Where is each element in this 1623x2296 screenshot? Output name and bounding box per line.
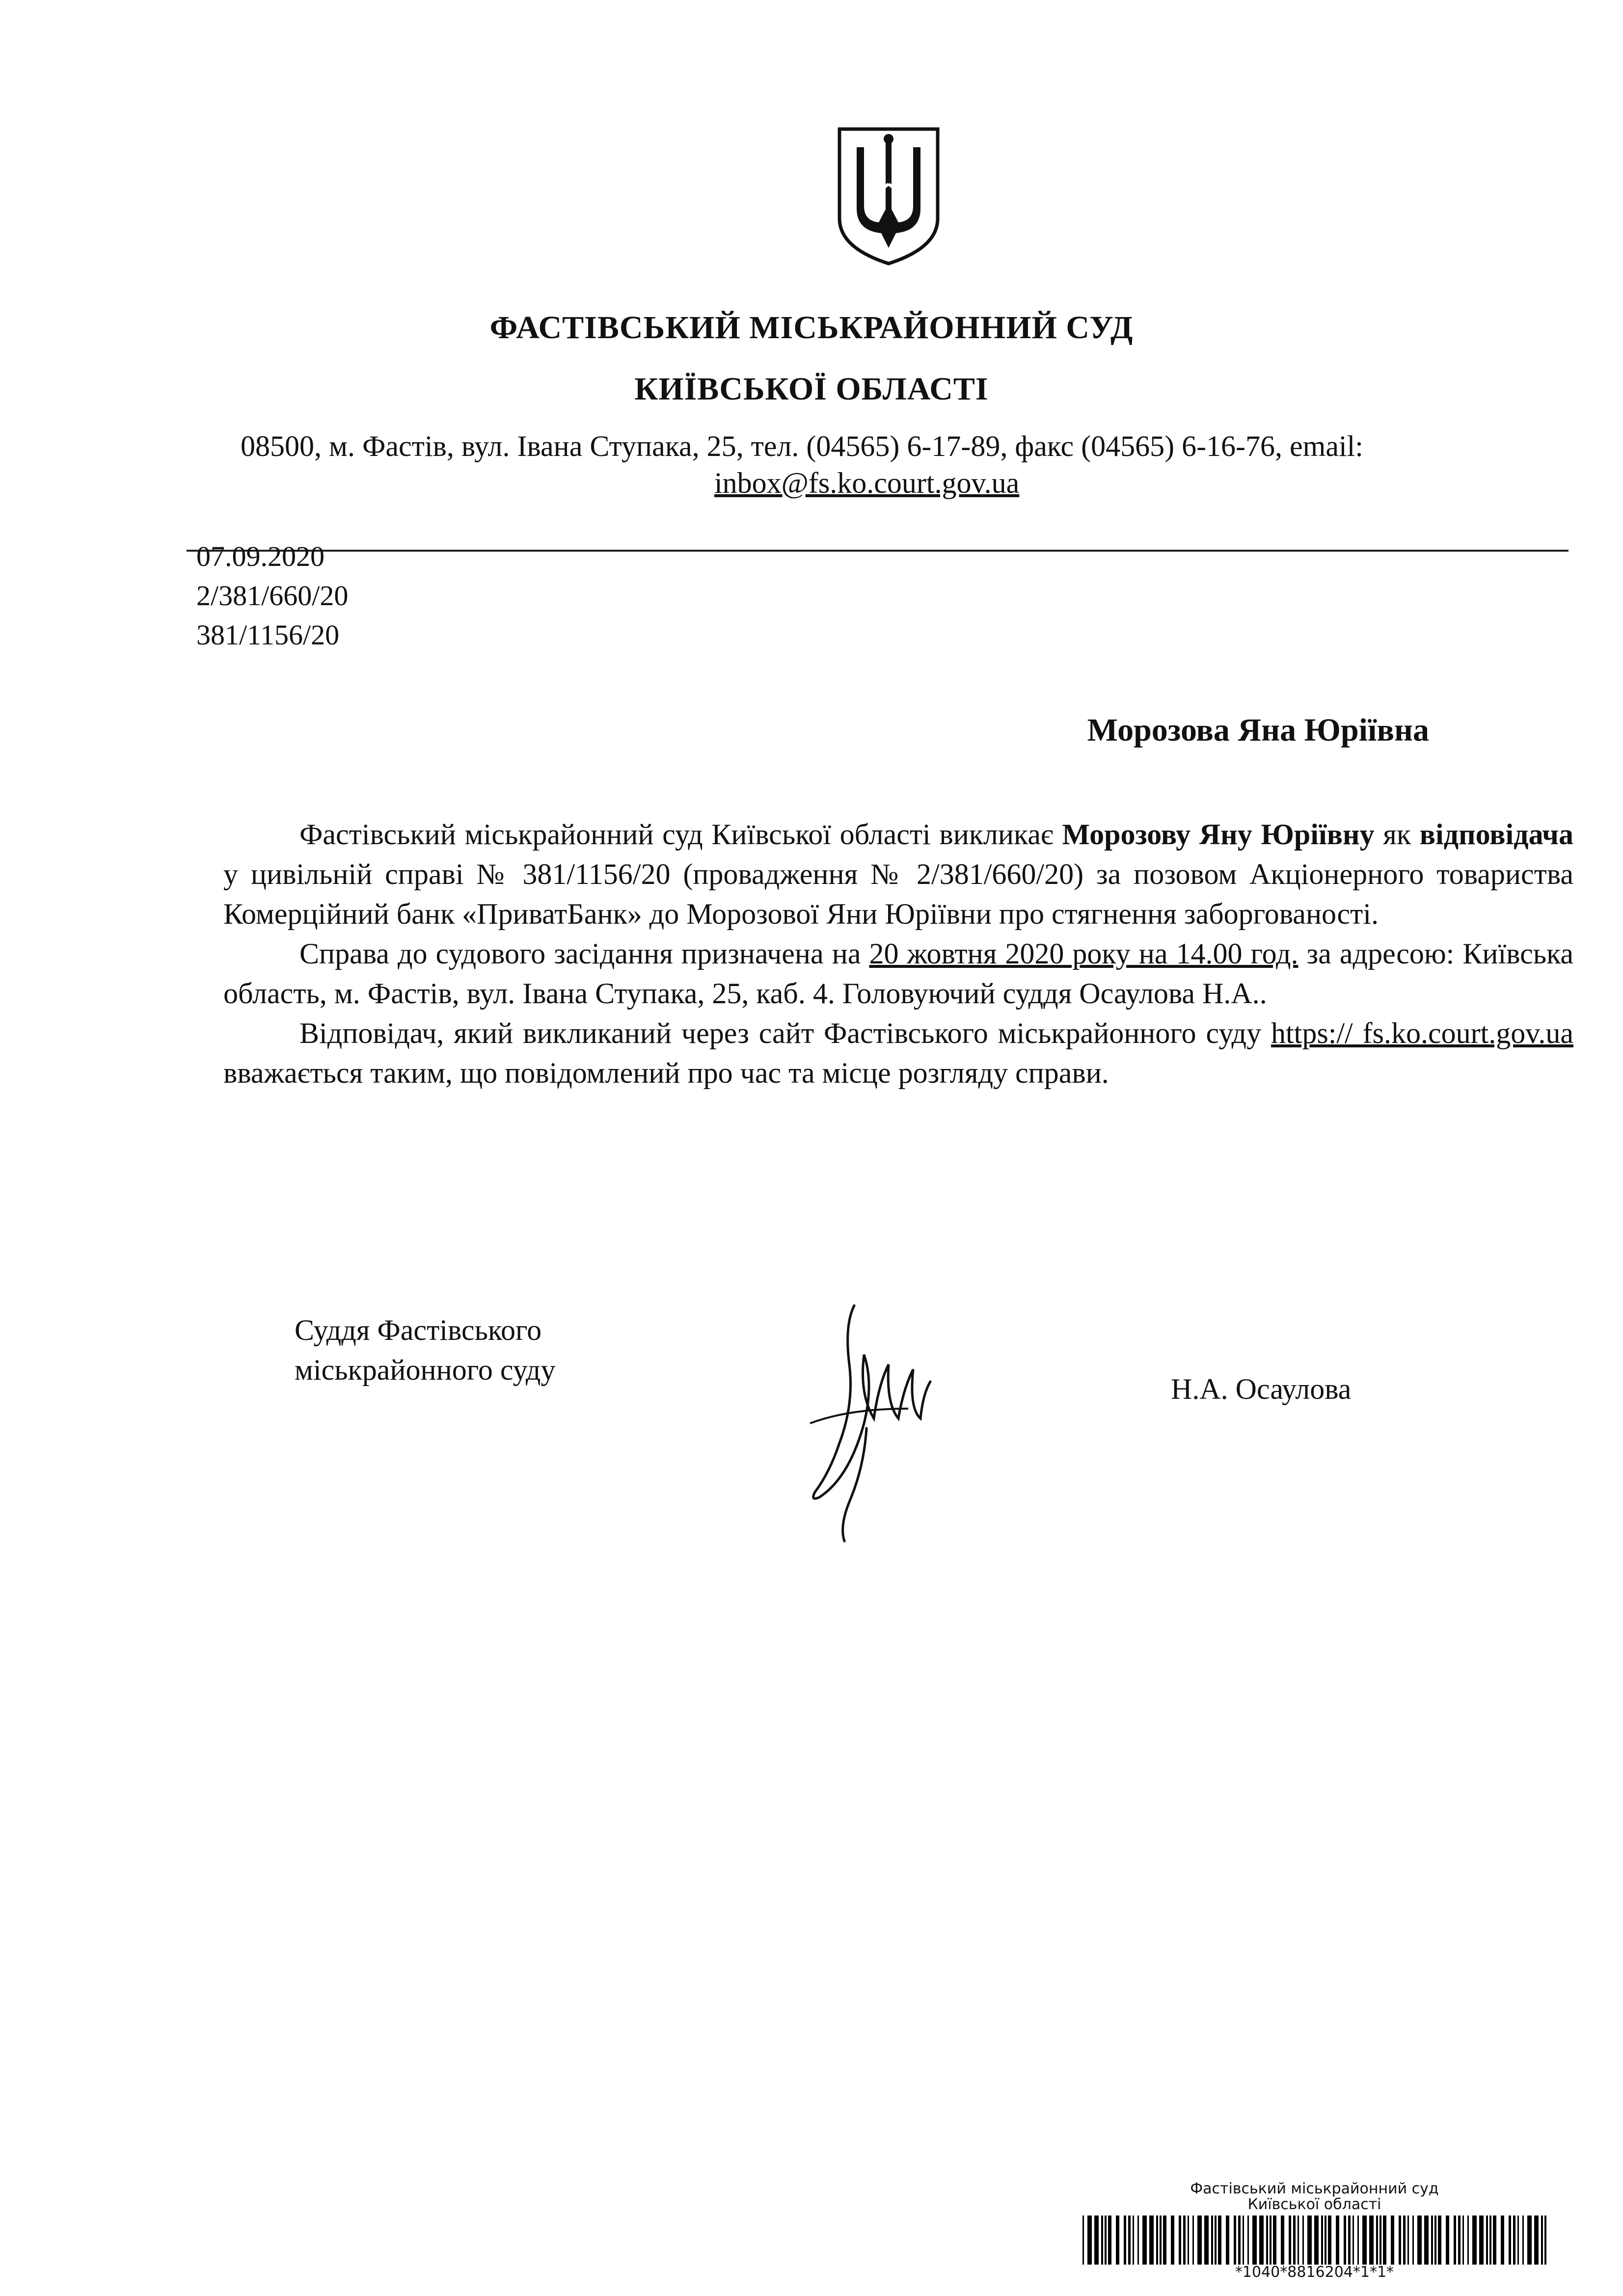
stamp-court-line2: Київської області	[1247, 2196, 1381, 2213]
case-number: 381/1156/20	[196, 619, 340, 651]
stamp-court-line1: Фастівський міськрайонний суд	[1190, 2180, 1439, 2197]
stamp-code: *1040*8816204*1*1*	[1235, 2264, 1394, 2281]
handwritten-signature	[781, 1296, 943, 1551]
body-paragraph-1	[223, 815, 1573, 934]
p3-text-a: Відповідач, який викликаний через сайт Фастівського міськрайонного суду	[299, 1017, 1271, 1049]
hearing-datetime: 20 жовтня 2020 року на 14.00 год.	[869, 937, 1298, 970]
recipient-name: Морозова Яна Юріївна	[1087, 712, 1429, 748]
header-divider	[187, 550, 1569, 552]
coat-of-arms-icon	[835, 125, 943, 267]
barcode-icon	[1082, 2216, 1546, 2265]
p1-text-b: як	[1374, 818, 1420, 851]
p2-text-b: за адресою: Київська область, м. Фастів, вул. Івана Ступака, 25, каб. 4. Головуючий суддя Осаулова Н.А..	[223, 937, 1574, 1010]
court-name-line2: КИЇВСЬКОЇ ОБЛАСТІ	[634, 371, 989, 407]
p1-text-a: Фастівський міськрайонний суд Київської області викликає	[299, 818, 1062, 851]
defendant-name: Морозову Яну Юріївну	[1062, 818, 1375, 851]
letter-date: 07.09.2020	[196, 540, 325, 572]
proceeding-number: 2/381/660/20	[196, 580, 349, 612]
p1-text-c: у цивільній справі № 381/1156/20 (провадження № 2/381/660/20) за позовом Акціонерного товариства Комерційний банк «ПриватБанк» до Морозової Яни Юріївни про стягнення заборгованості.	[223, 858, 1573, 930]
court-address: 08500, м. Фастів, вул. Івана Ступака, 25, тел. (04565) 6-17-89, факс (04565) 6-16-76, email:	[241, 430, 1363, 462]
court-site-link[interactable]: https:// fs.ko.court.gov.ua	[1271, 1017, 1574, 1049]
body-paragraph-2	[223, 934, 1573, 1014]
defendant-role: відповідача	[1419, 818, 1574, 851]
document-stamp	[1082, 2180, 1546, 2286]
letter-body	[223, 815, 1573, 1093]
signer-title-line1: Суддя Фастівського	[295, 1314, 542, 1346]
signer-title	[295, 1310, 555, 1390]
body-paragraph-3	[223, 1014, 1573, 1093]
judge-name: Н.А. Осаулова	[1171, 1373, 1352, 1405]
p3-text-b: вважається таким, що повідомлений про час та місце розгляду справи.	[223, 1057, 1109, 1089]
p2-text-a: Справа до судового засідання призначена на	[299, 937, 869, 970]
court-email-link[interactable]: inbox@fs.ko.court.gov.ua	[714, 467, 1020, 499]
court-name-line1: ФАСТІВСЬКИЙ МІСЬКРАЙОННИЙ СУД	[489, 310, 1134, 346]
signer-title-line2: міськрайонного суду	[295, 1354, 556, 1386]
